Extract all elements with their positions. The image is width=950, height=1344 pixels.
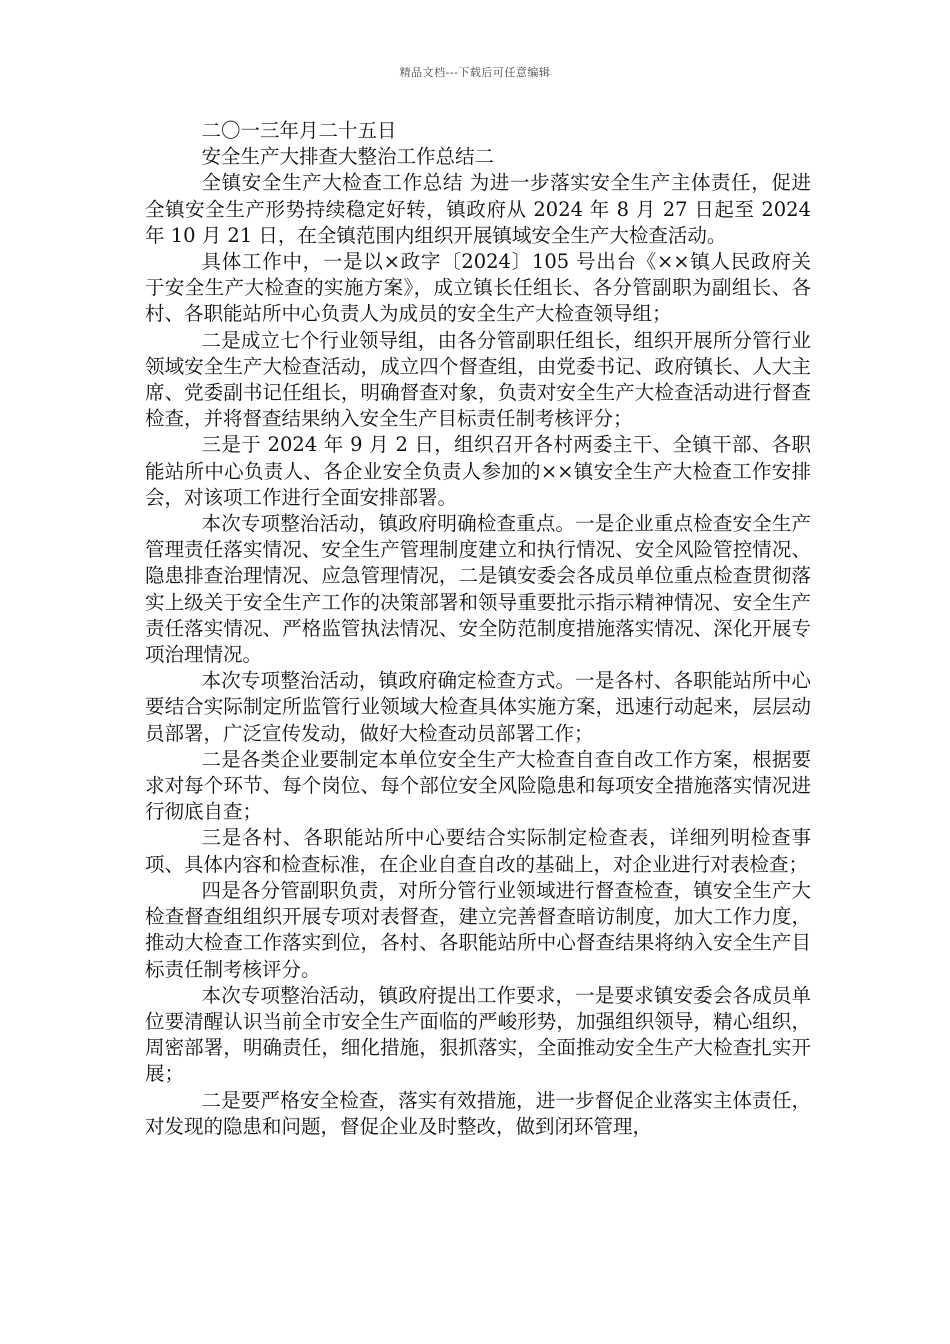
paragraph: 二是各类企业要制定本单位安全生产大检查自查自改工作方案，根据要求对每个环节、每个岗位、每个部位安全风险隐患和每项安全措施落实情况进行彻底自查； (145, 747, 811, 824)
paragraph: 四是各分管副职负责，对所分管行业领域进行督查检查，镇安全生产大检查督查组组织开展专项对表督查，建立完善督查暗访制度，加大工作力度，推动大检查工作落实到位，各村、各职能站所中心督查结果将纳入安全生产目标责任制考核评分。 (145, 878, 811, 981)
paragraph: 三是各村、各职能站所中心要结合实际制定检查表，详细列明检查事项、具体内容和检查标准，在企业自查自改的基础上，对企业进行对表检查； (145, 826, 811, 876)
paragraph: 三是于 2024 年 9 月 2 日，组织召开各村两委主干、全镇干部、各职能站所中心负责人、各企业安全负责人参加的××镇安全生产大检查工作安排会，对该项工作进行全面安排部署。 (145, 433, 811, 509)
document-title: 安全生产大排查大整治工作总结二 (201, 145, 495, 169)
paragraph: 具体工作中，一是以×政字〔2024〕105 号出台《××镇人民政府关于安全生产大检查的实施方案》，成立镇长任组长、各分管副职为副组长、各村、各职能站所中心负责人为成员的安全生产大检查领导组； (145, 250, 811, 326)
paragraph: 二是要严格安全检查，落实有效措施，进一步督促企业落实主体责任，对发现的隐患和问题，督促企业及时整改，做到闭环管理， (145, 1088, 811, 1138)
document-body (145, 118, 811, 1140)
paragraph: 本次专项整治活动，镇政府确定检查方式。一是各村、各职能站所中心要结合实际制定所监管行业领域大检查具体实施方案，迅速行动起来，层层动员部署，广泛宣传发动，做好大检查动员部署工作； (145, 669, 811, 745)
paragraph: 本次专项整治活动，镇政府提出工作要求，一是要求镇安委会各成员单位要清醒认识当前全市安全生产面临的严峻形势，加强组织领导，精心组织，周密部署，明确责任，细化措施，狠抓落实，全面推动安全生产大检查扎实开展； (145, 983, 811, 1086)
paragraph: 全镇安全生产大检查工作总结 为进一步落实安全生产主体责任，促进全镇安全生产形势持续稳定好转，镇政府从 2024 年 8 月 27 日起至 2024 年 10 月 21 日，在全镇范围内组织开展镇域安全生产大检查活动。 (145, 171, 811, 247)
paragraph: 本次专项整治活动，镇政府明确检查重点。一是企业重点检查安全生产管理责任落实情况、安全生产管理制度建立和执行情况、安全风险管控情况、隐患排查治理情况、应急管理情况，二是镇安委会各成员单位重点检查贯彻落实上级关于安全生产工作的决策部署和领导重要批示指示精神情况、安全生产责任落实情况、严格监管执法情况、安全防范制度措施落实情况、深化开展专项治理情况。 (145, 512, 811, 667)
paragraph: 二是成立七个行业领导组，由各分管副职任组长，组织开展所分管行业领域安全生产大检查活动，成立四个督查组，由党委书记、政府镇长、人大主席、党委副书记任组长，明确督查对象，负责对安全生产大检查活动进行督查检查，并将督查结果纳入安全生产目标责任制考核评分； (145, 328, 811, 431)
page-header: 精品文档---下载后可任意编辑 (399, 66, 551, 79)
date-line: 二〇一三年月二十五日 (201, 119, 397, 142)
